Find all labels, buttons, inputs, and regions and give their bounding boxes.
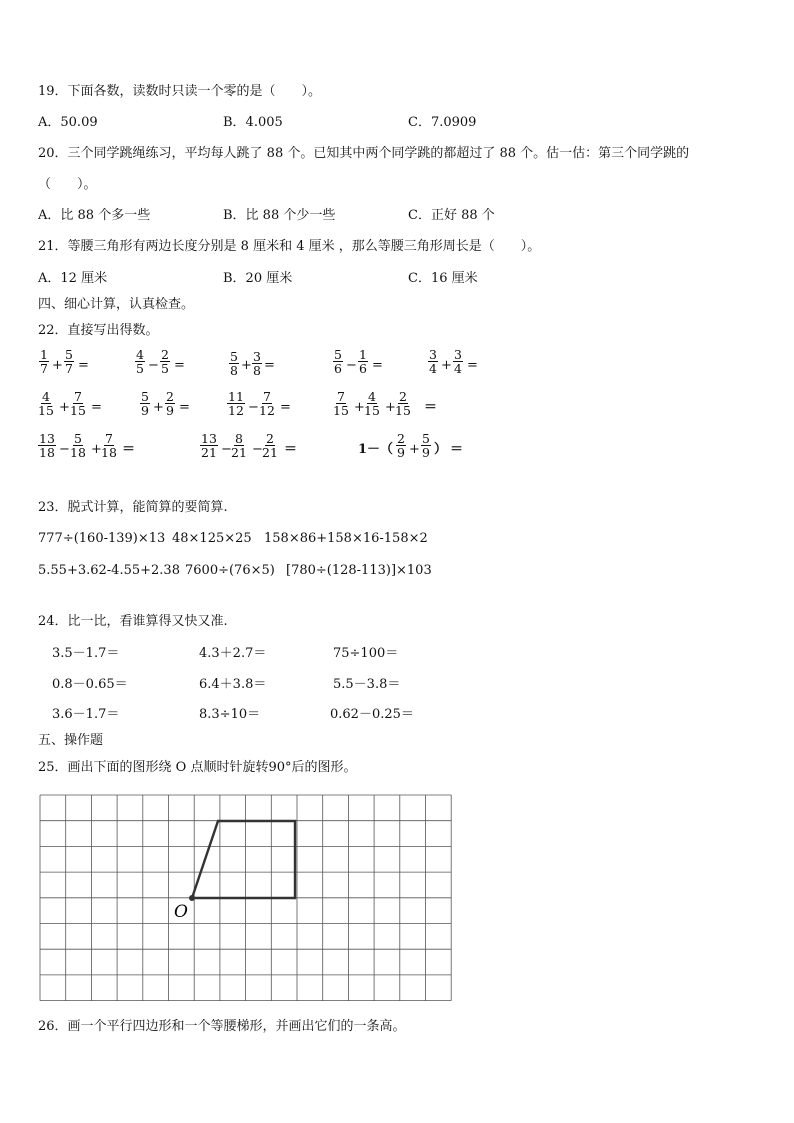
q23-expr-1: 777÷(160-139)×13: [38, 531, 166, 546]
fraction: $\frac{4}{5}$: [136, 347, 144, 376]
q21-option-b: B．20 厘米: [223, 271, 293, 286]
fraction: $\frac{5}{9}$: [422, 431, 430, 460]
q23-expr-2: 48×125×25: [172, 531, 252, 546]
equals-sign: =: [264, 358, 275, 373]
fraction: $\frac{3}{8}$: [253, 349, 261, 378]
q26-stem: 26．画一个平行四边形和一个等腰梯形，并画出它们的一条高。: [38, 1019, 406, 1034]
fraction: $\frac{5}{9}$: [141, 389, 149, 418]
fraction: $\frac{4}{15}$: [364, 389, 380, 418]
fraction: $\frac{2}{9}$: [166, 389, 174, 418]
q20-option-b: B．比 88 个少一些: [223, 208, 336, 223]
q20-option-a: A．比 88 个多一些: [38, 208, 151, 223]
q24-stem: 24．比一比，看谁算得又快又准.: [38, 614, 228, 629]
minus-sign: −: [221, 442, 232, 457]
fraction: $\frac{5}{7}$: [65, 347, 73, 376]
q23-expr-5: 7600÷(76×5): [185, 563, 275, 578]
q20-option-c: C．正好 88 个: [408, 208, 495, 223]
q21-option-c: C．16 厘米: [408, 271, 478, 286]
q19-option-c: C．7.0909: [408, 115, 477, 130]
q24-item: 8.3÷10＝: [199, 707, 261, 722]
q20-stem: 20．三个同学跳绳练习，平均每人跳了 88 个。已知其中两个同学跳的都超过了 88 个。估一估：第三个同学跳的: [38, 146, 690, 161]
plus-sign: +: [91, 442, 102, 457]
fraction: $\frac{3}{4}$: [429, 347, 437, 376]
fraction: $\frac{7}{15}$: [70, 389, 86, 418]
equals-sign: ＝: [450, 442, 464, 457]
equals-sign: =: [372, 358, 383, 373]
minus-sign: −: [59, 442, 70, 457]
q21-stem: 21．等腰三角形有两边长度分别是 8 厘米和 4 厘米 ，那么等腰三角形周长是（ ）。: [38, 239, 541, 254]
fraction: $\frac{5}{8}$: [230, 349, 238, 378]
plus-sign: +: [241, 358, 252, 373]
equals-sign: ＝: [122, 442, 136, 457]
q24-item: 3.6－1.7＝: [52, 707, 120, 722]
fraction: $\frac{1}{6}$: [359, 347, 367, 376]
q21-option-a: A．12 厘米: [38, 271, 108, 286]
fraction: $\frac{2}{21}$: [262, 431, 278, 460]
fraction: $\frac{2}{9}$: [397, 431, 405, 460]
q23-stem: 23．脱式计算，能简算的要简算.: [38, 500, 228, 515]
equals-sign: =: [179, 400, 190, 415]
q22-stem: 22．直接写出得数。: [38, 323, 159, 338]
fraction: $\frac{13}{18}$: [39, 431, 55, 460]
q23-expr-4: 5.55+3.62-4.55+2.38: [38, 563, 180, 578]
fraction: $\frac{7}{18}$: [101, 431, 117, 460]
equals-sign: =: [467, 358, 478, 373]
q24-item: 5.5－3.8＝: [333, 677, 401, 692]
section-4-heading: 四、细心计算，认真检查。: [38, 297, 195, 312]
minus-sign: −: [148, 358, 159, 373]
minus-sign: −: [252, 442, 263, 457]
q20-stem-blank: （ ）。: [38, 177, 97, 192]
equals-sign: =: [78, 358, 89, 373]
trapezoid-shape: [192, 821, 295, 898]
point-o: [189, 895, 195, 901]
one-minus-paren: 1－（: [358, 442, 394, 457]
fraction: $\frac{2}{5}$: [161, 347, 169, 376]
plus-sign: +: [52, 358, 63, 373]
q25-stem: 25．画出下面的图形绕 O 点顺时针旋转90°后的图形。: [38, 760, 357, 775]
minus-sign: −: [248, 400, 259, 415]
q24-item: 6.4＋3.8＝: [199, 677, 267, 692]
q19-stem: 19．下面各数，读数时只读一个零的是（ ）。: [38, 84, 322, 99]
plus-sign: +: [409, 442, 420, 457]
q19-option-b: B．4.005: [223, 115, 283, 130]
section-5-heading: 五、操作题: [38, 733, 104, 748]
minus-sign: −: [346, 358, 357, 373]
equals-sign: ＝: [284, 442, 298, 457]
fraction: $\frac{5}{6}$: [334, 347, 342, 376]
plus-sign: +: [441, 358, 452, 373]
plus-sign: +: [153, 400, 164, 415]
q23-expr-3: 158×86+158×16-158×2: [264, 531, 428, 546]
q24-item: 4.3＋2.7＝: [199, 646, 267, 661]
fraction: $\frac{13}{21}$: [201, 431, 217, 460]
plus-sign: +: [354, 400, 365, 415]
fraction: $\frac{1}{7}$: [40, 347, 48, 376]
fraction: $\frac{7}{12}$: [259, 389, 275, 418]
fraction: $\frac{4}{15}$: [38, 389, 54, 418]
q23-expr-6: [780÷(128-113)]×103: [286, 563, 432, 578]
equals-sign: =: [91, 400, 102, 415]
fraction: $\frac{11}{12}$: [228, 389, 244, 418]
close-paren: ）: [434, 442, 448, 457]
point-o-label: O: [174, 902, 188, 922]
fraction: $\frac{7}{15}$: [333, 389, 349, 418]
equals-sign: =: [174, 358, 185, 373]
plus-sign: +: [59, 400, 70, 415]
plus-sign: +: [385, 400, 396, 415]
q24-item: 0.62－0.25＝: [330, 707, 414, 722]
fraction: $\frac{8}{21}$: [231, 431, 247, 460]
equals-sign: ＝: [424, 400, 438, 415]
fraction: $\frac{3}{4}$: [454, 347, 462, 376]
q19-option-a: A．50.09: [38, 115, 98, 130]
q24-item: 3.5－1.7＝: [52, 646, 120, 661]
fraction: $\frac{2}{15}$: [395, 389, 411, 418]
q24-item: 0.8－0.65＝: [52, 677, 128, 692]
fraction: $\frac{5}{18}$: [70, 431, 86, 460]
q24-item: 75÷100＝: [333, 646, 399, 661]
equals-sign: =: [280, 400, 291, 415]
